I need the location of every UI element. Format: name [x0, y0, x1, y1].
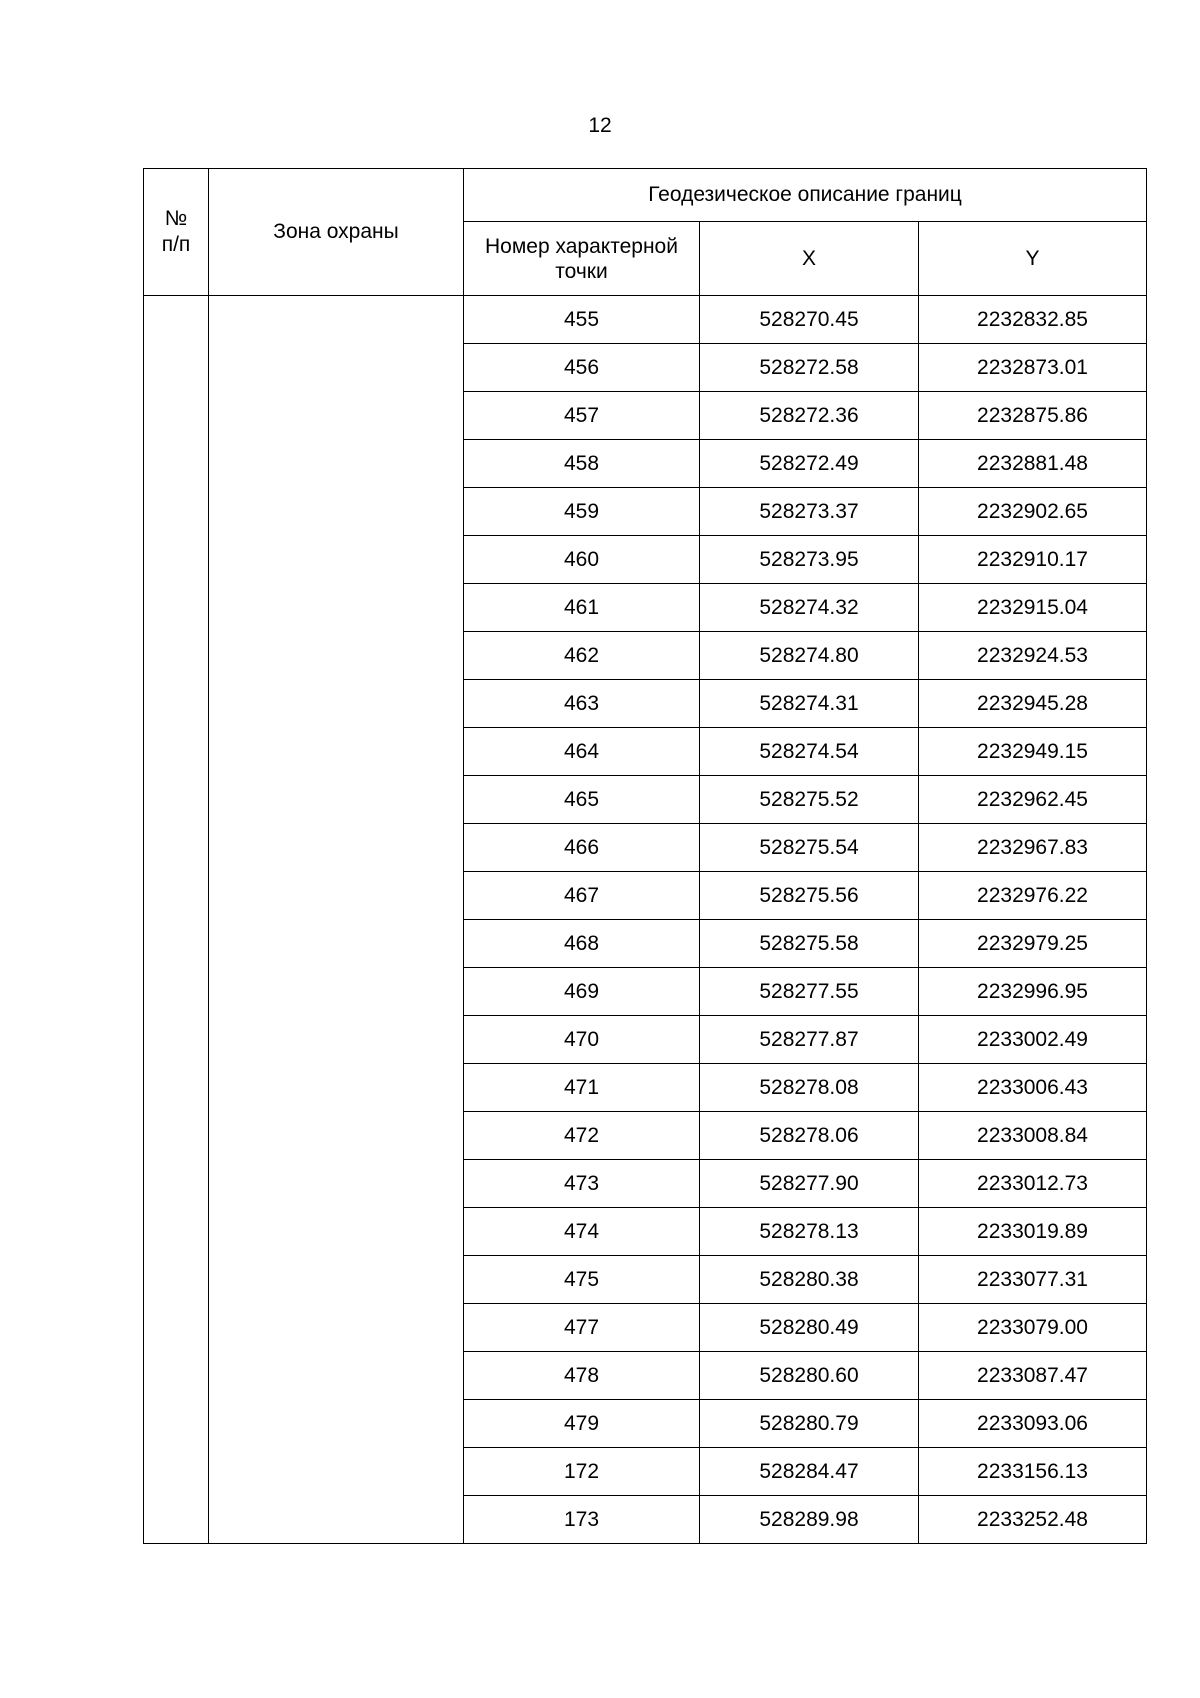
cell-y: 2232996.95	[919, 968, 1147, 1016]
cell-point-number: 469	[464, 968, 700, 1016]
cell-point-number: 463	[464, 680, 700, 728]
cell-point-number: 173	[464, 1496, 700, 1544]
cell-x: 528277.90	[700, 1160, 919, 1208]
cell-y: 2233077.31	[919, 1256, 1147, 1304]
cell-y: 2232915.04	[919, 584, 1147, 632]
cell-point-number: 461	[464, 584, 700, 632]
header-number-label: № п/п	[161, 207, 191, 256]
cell-point-number: 460	[464, 536, 700, 584]
cell-x: 528270.45	[700, 296, 919, 344]
cell-x: 528278.08	[700, 1064, 919, 1112]
cell-x: 528275.56	[700, 872, 919, 920]
cell-x: 528275.54	[700, 824, 919, 872]
cell-point-number: 479	[464, 1400, 700, 1448]
cell-point-number: 478	[464, 1352, 700, 1400]
page-number: 12	[588, 114, 612, 137]
cell-point-number: 459	[464, 488, 700, 536]
cell-x: 528278.13	[700, 1208, 919, 1256]
table-header	[144, 169, 1147, 296]
cell-point-number: 456	[464, 344, 700, 392]
cell-point-number: 465	[464, 776, 700, 824]
cell-y: 2232875.86	[919, 392, 1147, 440]
cell-x: 528275.52	[700, 776, 919, 824]
header-point-number	[464, 222, 700, 296]
header-point-number-label: Номер характерной точки	[485, 234, 678, 283]
cell-point-number: 466	[464, 824, 700, 872]
cell-point-number: 464	[464, 728, 700, 776]
cell-y: 2233019.89	[919, 1208, 1147, 1256]
cell-x: 528273.95	[700, 536, 919, 584]
cell-y: 2233252.48	[919, 1496, 1147, 1544]
cell-x: 528280.79	[700, 1400, 919, 1448]
cell-x: 528272.36	[700, 392, 919, 440]
cell-x: 528277.55	[700, 968, 919, 1016]
cell-y: 2232976.22	[919, 872, 1147, 920]
cell-point-number: 470	[464, 1016, 700, 1064]
cell-point-number: 457	[464, 392, 700, 440]
header-x: X	[700, 222, 919, 296]
cell-point-number: 475	[464, 1256, 700, 1304]
header-number	[144, 169, 209, 296]
cell-x: 528278.06	[700, 1112, 919, 1160]
cell-y: 2232902.65	[919, 488, 1147, 536]
cell-x: 528280.49	[700, 1304, 919, 1352]
cell-x: 528284.47	[700, 1448, 919, 1496]
cell-x: 528274.80	[700, 632, 919, 680]
cell-y: 2232924.53	[919, 632, 1147, 680]
cell-y: 2232945.28	[919, 680, 1147, 728]
header-zone: Зона охраны	[209, 169, 464, 296]
cell-y: 2233156.13	[919, 1448, 1147, 1496]
cell-x: 528277.87	[700, 1016, 919, 1064]
cell-y: 2233093.06	[919, 1400, 1147, 1448]
cell-point-number: 468	[464, 920, 700, 968]
cell-point-number: 471	[464, 1064, 700, 1112]
cell-point-number: 477	[464, 1304, 700, 1352]
cell-x: 528272.58	[700, 344, 919, 392]
header-y: Y	[919, 222, 1147, 296]
cell-point-number: 467	[464, 872, 700, 920]
table-body	[144, 296, 1147, 1544]
cell-zone	[209, 296, 464, 1544]
cell-y: 2232967.83	[919, 824, 1147, 872]
table-row	[144, 296, 1147, 344]
cell-point-number: 472	[464, 1112, 700, 1160]
cell-y: 2232949.15	[919, 728, 1147, 776]
cell-point-number: 172	[464, 1448, 700, 1496]
cell-y: 2233079.00	[919, 1304, 1147, 1352]
cell-y: 2233006.43	[919, 1064, 1147, 1112]
header-row-top	[144, 169, 1147, 222]
boundary-coordinates-table	[143, 168, 1147, 1544]
cell-x: 528280.38	[700, 1256, 919, 1304]
cell-y: 2233087.47	[919, 1352, 1147, 1400]
cell-point-number: 458	[464, 440, 700, 488]
cell-x: 528272.49	[700, 440, 919, 488]
cell-y: 2232979.25	[919, 920, 1147, 968]
cell-y: 2233002.49	[919, 1016, 1147, 1064]
cell-x: 528280.60	[700, 1352, 919, 1400]
cell-x: 528274.32	[700, 584, 919, 632]
cell-point-number: 474	[464, 1208, 700, 1256]
cell-y: 2232881.48	[919, 440, 1147, 488]
cell-x: 528273.37	[700, 488, 919, 536]
cell-x: 528274.54	[700, 728, 919, 776]
cell-y: 2232962.45	[919, 776, 1147, 824]
cell-x: 528275.58	[700, 920, 919, 968]
cell-y: 2233008.84	[919, 1112, 1147, 1160]
cell-y: 2232832.85	[919, 296, 1147, 344]
cell-y: 2232910.17	[919, 536, 1147, 584]
cell-x: 528289.98	[700, 1496, 919, 1544]
cell-row-number	[144, 296, 209, 1544]
header-geodetic-description: Геодезическое описание границ	[464, 169, 1147, 222]
cell-y: 2232873.01	[919, 344, 1147, 392]
cell-point-number: 473	[464, 1160, 700, 1208]
cell-point-number: 455	[464, 296, 700, 344]
cell-y: 2233012.73	[919, 1160, 1147, 1208]
cell-point-number: 462	[464, 632, 700, 680]
cell-x: 528274.31	[700, 680, 919, 728]
